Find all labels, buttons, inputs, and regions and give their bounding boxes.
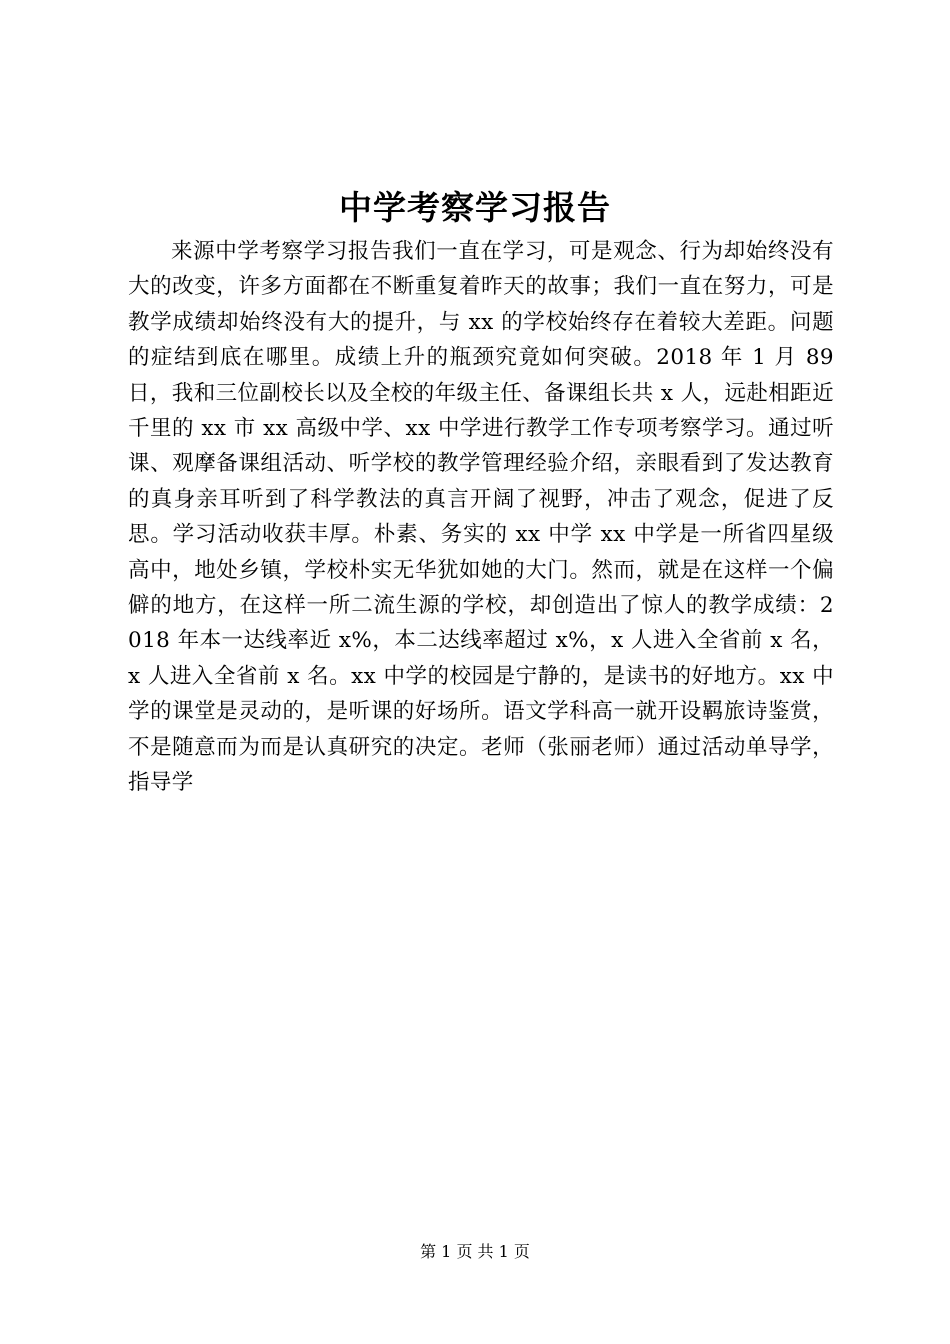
page-footer: 第 1 页 共 1 页 (420, 1242, 530, 1261)
document-title: 中学考察学习报告 (339, 188, 611, 227)
document-body-paragraph: 来源中学考察学习报告我们一直在学习，可是观念、行为却始终没有大的改变，许多方面都在不断重复着昨天的故事；我们一直在努力，可是教学成绩却始终没有大的提升，与 xx 的学校始终存在着较大差距。问题的症结到底在哪里。成绩上升的瓶颈究竟如何突破。2018 年 1 月 89 日，我和三位副校长以及全校的年级主任、备课组长共 x 人，远赴相距近千里的 xx 市 xx 高级中学、xx 中学进行教学工作专项考察学习。通过听课、观摩备课组活动、听学校的教学管理经验介绍，亲眼看到了发达教育的真身亲耳听到了科学教法的真言开阔了视野，冲击了观念，促进了反思。学习活动收获丰厚。朴素、务实的 xx 中学 xx 中学是一所省四星级高中，地处乡镇，学校朴实无华犹如她的大门。然而，就是在这样一个偏僻的地方，在这样一所二流生源的学校，却创造出了惊人的教学成绩：2018 年本一达线率近 x%，本二达线率超过 x%，x 人进入全省前 x 名，x 人进入全省前 x 名。xx 中学的校园是宁静的，是读书的好地方。xx 中学的课堂是灵动的，是听课的好场所。语文学科高一就开设羁旅诗鉴赏，不是随意而为而是认真研究的决定。老师（张丽老师）通过活动单导学，指导学 (128, 239, 834, 796)
